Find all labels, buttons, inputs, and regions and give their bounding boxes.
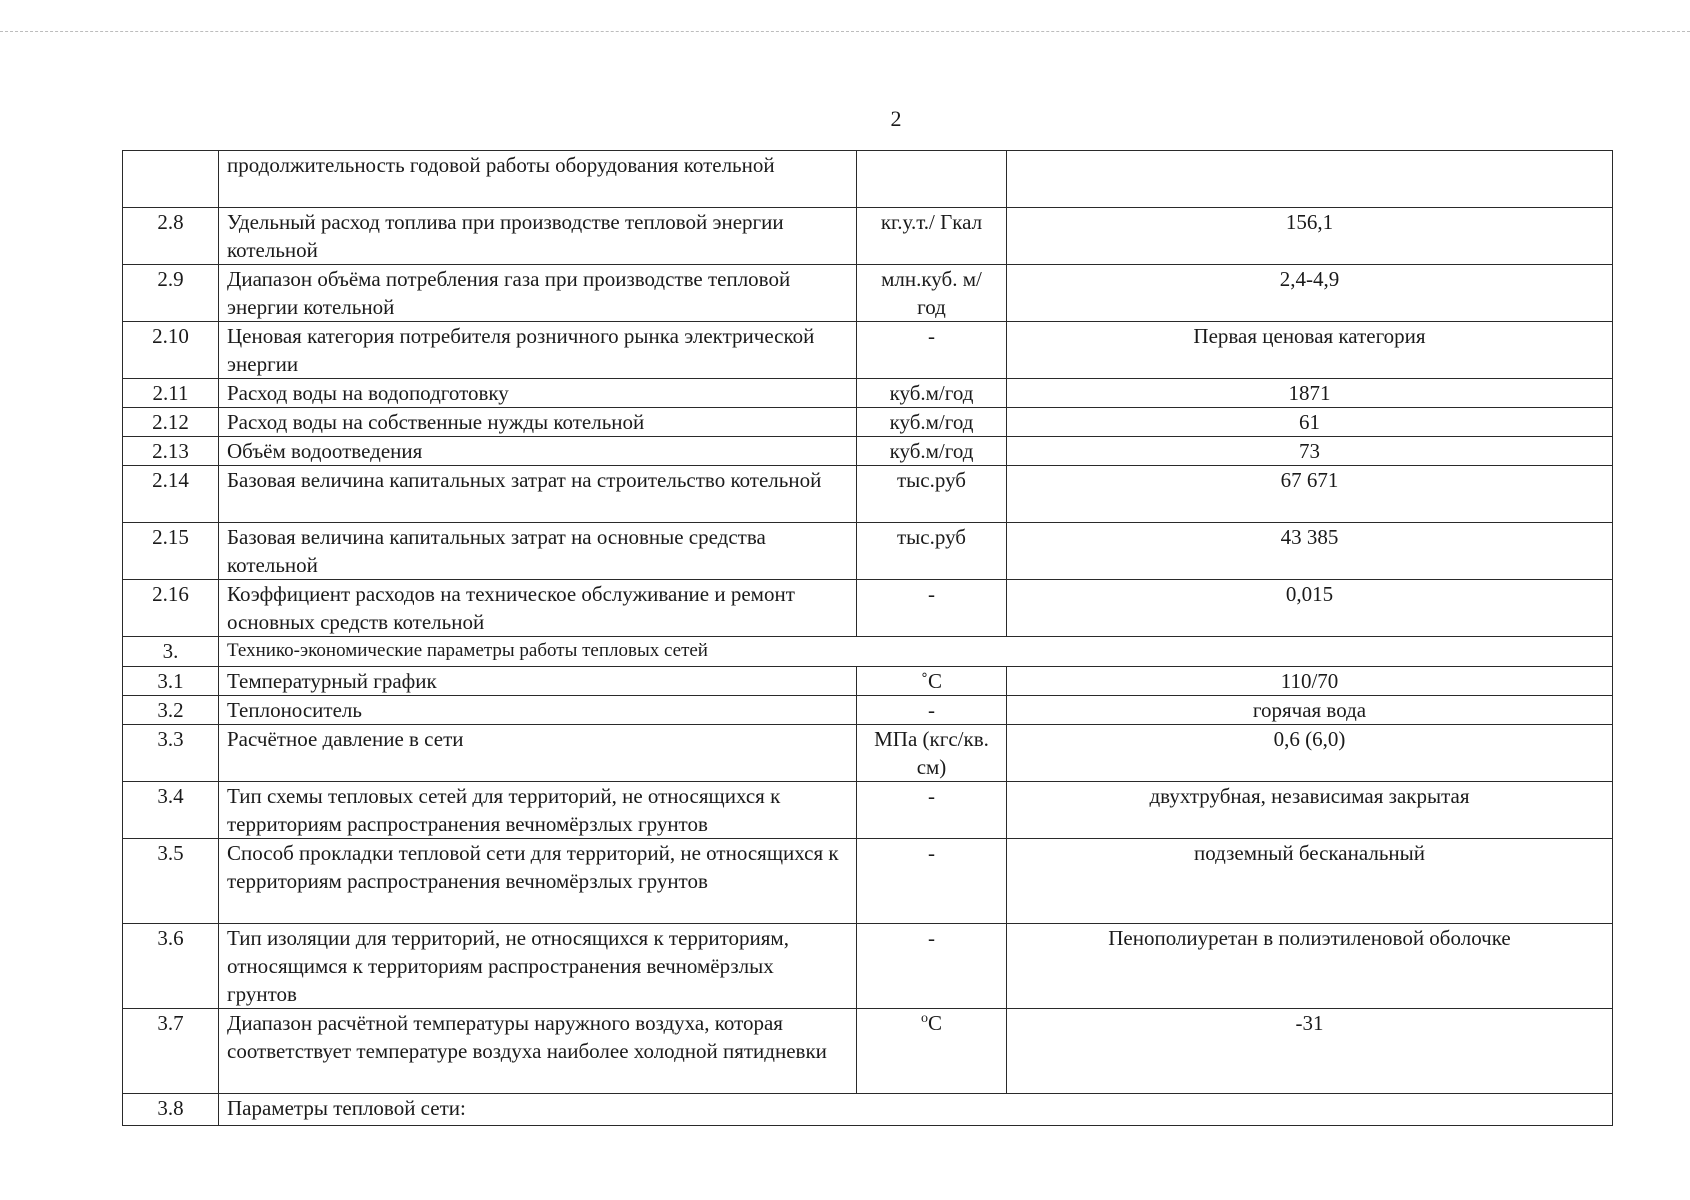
unit-letter: С	[927, 1011, 942, 1035]
row-parameter: Расчётное давление в сети	[219, 725, 857, 782]
section-title: Технико-экономические параметры работы тепловых сетей	[219, 637, 1613, 667]
row-unit: млн.куб. м/ год	[857, 265, 1007, 322]
row-value: 61	[1007, 408, 1613, 437]
row-number: 3.6	[123, 924, 219, 1009]
row-number: 3.1	[123, 667, 219, 696]
row-number: 3.4	[123, 782, 219, 839]
row-value: двухтрубная, независимая закрытая	[1007, 782, 1613, 839]
row-unit	[857, 1009, 1007, 1094]
scan-edge-line	[0, 31, 1690, 32]
row-unit	[857, 151, 1007, 208]
row-unit: -	[857, 924, 1007, 1009]
row-parameter: продолжительность годовой работы оборудования котельной	[219, 151, 857, 208]
row-parameter: Базовая величина капитальных затрат на строительство котельной	[219, 466, 857, 523]
row-unit: МПа (кгс/кв. см)	[857, 725, 1007, 782]
row-number: 3.3	[123, 725, 219, 782]
row-parameter: Ценовая категория потребителя розничного рынка электрической энергии	[219, 322, 857, 379]
row-unit: куб.м/год	[857, 437, 1007, 466]
row-value: 67 671	[1007, 466, 1613, 523]
table-row	[123, 265, 1613, 322]
table-row	[123, 322, 1613, 379]
row-unit: тыс.руб	[857, 466, 1007, 523]
row-unit: -	[857, 839, 1007, 924]
row-parameter: Диапазон объёма потребления газа при производстве тепловой энергии котельной	[219, 265, 857, 322]
row-number: 2.12	[123, 408, 219, 437]
row-unit: -	[857, 322, 1007, 379]
row-value: Первая ценовая категория	[1007, 322, 1613, 379]
row-parameter: Расход воды на водоподготовку	[219, 379, 857, 408]
row-value: 0,6 (6,0)	[1007, 725, 1613, 782]
row-value: -31	[1007, 1009, 1613, 1094]
row-number: 3.	[123, 637, 219, 667]
row-value: 156,1	[1007, 208, 1613, 265]
row-value: 73	[1007, 437, 1613, 466]
row-unit: ˚С	[857, 667, 1007, 696]
row-parameter: Температурный график	[219, 667, 857, 696]
row-unit: куб.м/год	[857, 408, 1007, 437]
section-title: Параметры тепловой сети:	[219, 1094, 1613, 1126]
row-parameter: Тип схемы тепловых сетей для территорий, не относящихся к территориям распространения вечномёрзлых грунтов	[219, 782, 857, 839]
row-number: 2.13	[123, 437, 219, 466]
row-value: 43 385	[1007, 523, 1613, 580]
row-parameter: Диапазон расчётной температуры наружного воздуха, которая соответствует температуре воздуха наиболее холодной пятидневки	[219, 1009, 857, 1094]
row-unit: -	[857, 782, 1007, 839]
row-parameter: Базовая величина капитальных затрат на основные средства котельной	[219, 523, 857, 580]
row-value: горячая вода	[1007, 696, 1613, 725]
row-number: 2.8	[123, 208, 219, 265]
row-number: 3.5	[123, 839, 219, 924]
table-row	[123, 725, 1613, 782]
row-value: Пенополиуретан в полиэтиленовой оболочке	[1007, 924, 1613, 1009]
row-parameter: Способ прокладки тепловой сети для территорий, не относящихся к территориям распространения вечномёрзлых грунтов	[219, 839, 857, 924]
row-unit: кг.у.т./ Гкал	[857, 208, 1007, 265]
degree-mark: o	[920, 1011, 928, 1026]
row-number: 2.14	[123, 466, 219, 523]
row-parameter: Теплоноситель	[219, 696, 857, 725]
table-row	[123, 782, 1613, 839]
row-number: 3.2	[123, 696, 219, 725]
row-parameter: Расход воды на собственные нужды котельной	[219, 408, 857, 437]
table-row	[123, 466, 1613, 523]
row-value: 1871	[1007, 379, 1613, 408]
row-number: 3.7	[123, 1009, 219, 1094]
table-row	[123, 208, 1613, 265]
table-row	[123, 924, 1613, 1009]
row-parameter: Удельный расход топлива при производстве тепловой энергии котельной	[219, 208, 857, 265]
table-row	[123, 1009, 1613, 1094]
row-number: 2.10	[123, 322, 219, 379]
table-row	[123, 580, 1613, 637]
table-row	[123, 437, 1613, 466]
table-row	[123, 696, 1613, 725]
row-unit: -	[857, 580, 1007, 637]
table-row	[123, 151, 1613, 208]
row-unit: тыс.руб	[857, 523, 1007, 580]
row-number	[123, 151, 219, 208]
table-row	[123, 408, 1613, 437]
row-value: 2,4-4,9	[1007, 265, 1613, 322]
parameters-table	[122, 150, 1613, 1126]
page-number: 2	[890, 106, 902, 131]
row-value: подземный бесканальный	[1007, 839, 1613, 924]
row-number: 2.16	[123, 580, 219, 637]
table-row	[123, 379, 1613, 408]
section-header-row	[123, 1094, 1613, 1126]
row-unit: -	[857, 696, 1007, 725]
section-header-row	[123, 637, 1613, 667]
row-number: 2.11	[123, 379, 219, 408]
row-parameter: Объём водоотведения	[219, 437, 857, 466]
row-number: 3.8	[123, 1094, 219, 1126]
row-value: 0,015	[1007, 580, 1613, 637]
row-value: 110/70	[1007, 667, 1613, 696]
row-unit: куб.м/год	[857, 379, 1007, 408]
row-number: 2.9	[123, 265, 219, 322]
table-row	[123, 667, 1613, 696]
row-parameter: Тип изоляции для территорий, не относящихся к территориям, относящимся к территориям распространения вечномёрзлых грунтов	[219, 924, 857, 1009]
row-parameter: Коэффициент расходов на техническое обслуживание и ремонт основных средств котельной	[219, 580, 857, 637]
row-number: 2.15	[123, 523, 219, 580]
table-row	[123, 839, 1613, 924]
table-row	[123, 523, 1613, 580]
row-value	[1007, 151, 1613, 208]
